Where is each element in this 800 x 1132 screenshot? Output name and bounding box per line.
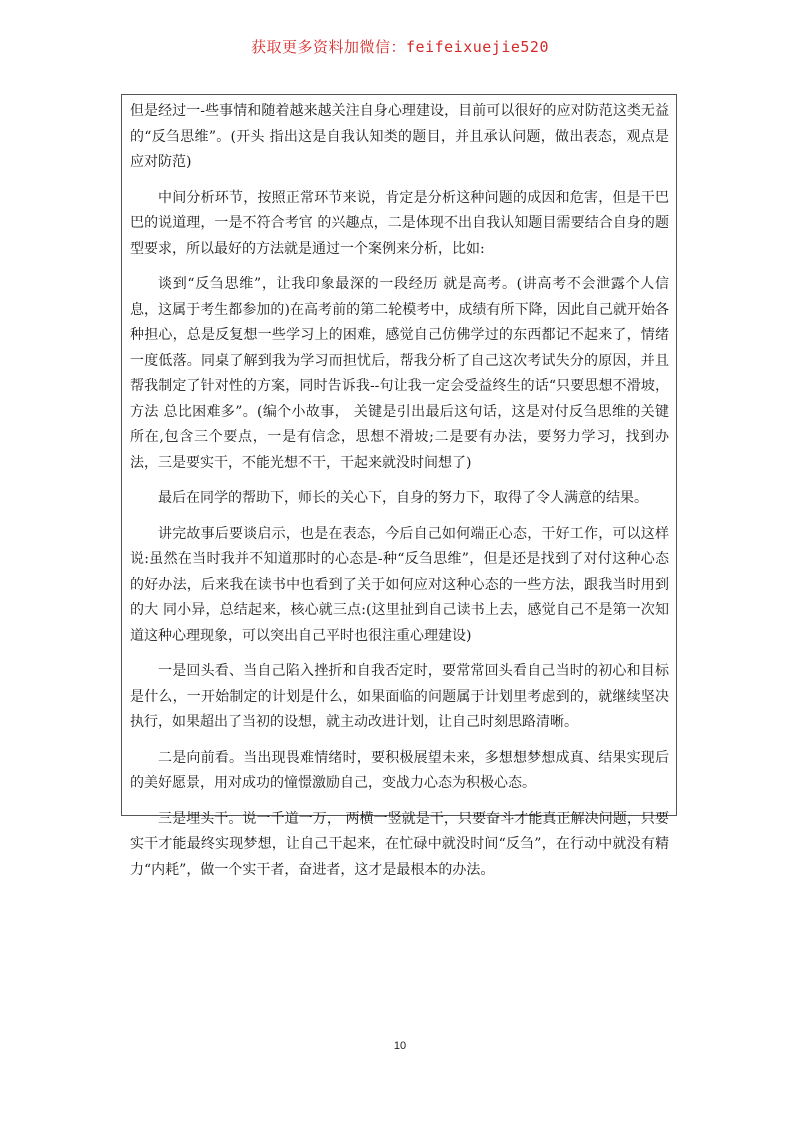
watermark-header: 获取更多资料加微信：feifeixuejie520 [251,38,549,56]
paragraph-point-two: 二是向前看。当出现畏难情绪时，要积极展望未来，多想想梦想成真、结果实现后的美好愿景，用对成功的憧憬激励自己，变战力心态为积极心态。 [130,749,669,791]
paragraph-point-one: 一是回头看、当自己陷入挫折和自我否定时，要常常回头看自己当时的初心和目标是什么，一开始制定的计划是什么，如果面临的问题属于计划里考虑到的，就继续坚决执行，如果超出了当初的设想，就主动改进计划，让自己时刻思路清晰。 [130,663,669,730]
document-content-box [121,94,677,878]
paragraph-result: 最后在同学的帮助下，师长的关心下，自身的努力下，取得了令人满意的结果。 [158,490,648,506]
paragraph-opening: 但是经过一-些事情和随着越来越关注自身心理建设，目前可以很好的应对防范这类无益 的“反刍思维”。(开头 指出这是自我认知类的题目，并且承认问题，做出表态，观点是应对防范) [130,103,669,170]
paragraph-analysis-intro: 中间分析环节，按照正常环节来说，肯定是分析这种问题的成因和危害，但是干巴巴的说道理，一是不符合考官 的兴趣点，二是体现不出自我认知题目需要结合自身的题型要求，所以最好的方法就是通过一个案例来分析，比如: [130,189,669,257]
paragraph-story: 谈到“反刍思维”，让我印象最深的一段经历 就是高考。(讲高考不会泄露个人信息，这属于考生都参加的)在高考前的第二轮模考中，成绩有所下降，因此自己就开始各种担心，总是反复想一些学习上的困难，感觉自己仿佛学过的东西都记不起来了，情绪一度低落。同桌了解到我为学习而担忧后，帮我分析了自己这次考试失分的原因，并且帮我制定了针对性的方案，同时告诉我--句让我一定会受益终生的话“只要思想不滑坡，方法 总比困难多”。(编个小故事， 关键是引出最后这句话，这是对付反刍思维的关键所在,包含三个要点，一是有信念，思想不滑坡;二是要有办法，要努力学习，找到办法，三是要实干，不能光想不干，干起来就没时间想了) [130,276,669,471]
paragraph-point-three: 三是埋头干。说一千道一万， 两横一竖就是干，只要奋斗才能真正解决问题，只要实干才能最终实现梦想，让自己干起来，在忙碌中就没时间“反刍”，在行动中就没有精力“内耗”，做一个实干者，奋进者，这才是最根本的办法。 [130,810,669,878]
paragraph-takeaway: 讲完故事后要谈启示，也是在表态，今后自己如何端正心态，干好工作，可以这样说:虽然在当时我并不知道那时的心态是-种“反刍思维”，但是还是找到了对付这种心态的好办法，后来我在读书中也看到了关于如何应对这种心态的一些方法，跟我当时用到的大 同小异，总结起来，核心就三点:(这里扯到自己读书上去，感觉自己不是第一次知道这种心理现象，可以突出自己平时也很注重心理建设) [130,525,669,644]
page-number: 10 [393,1040,407,1052]
